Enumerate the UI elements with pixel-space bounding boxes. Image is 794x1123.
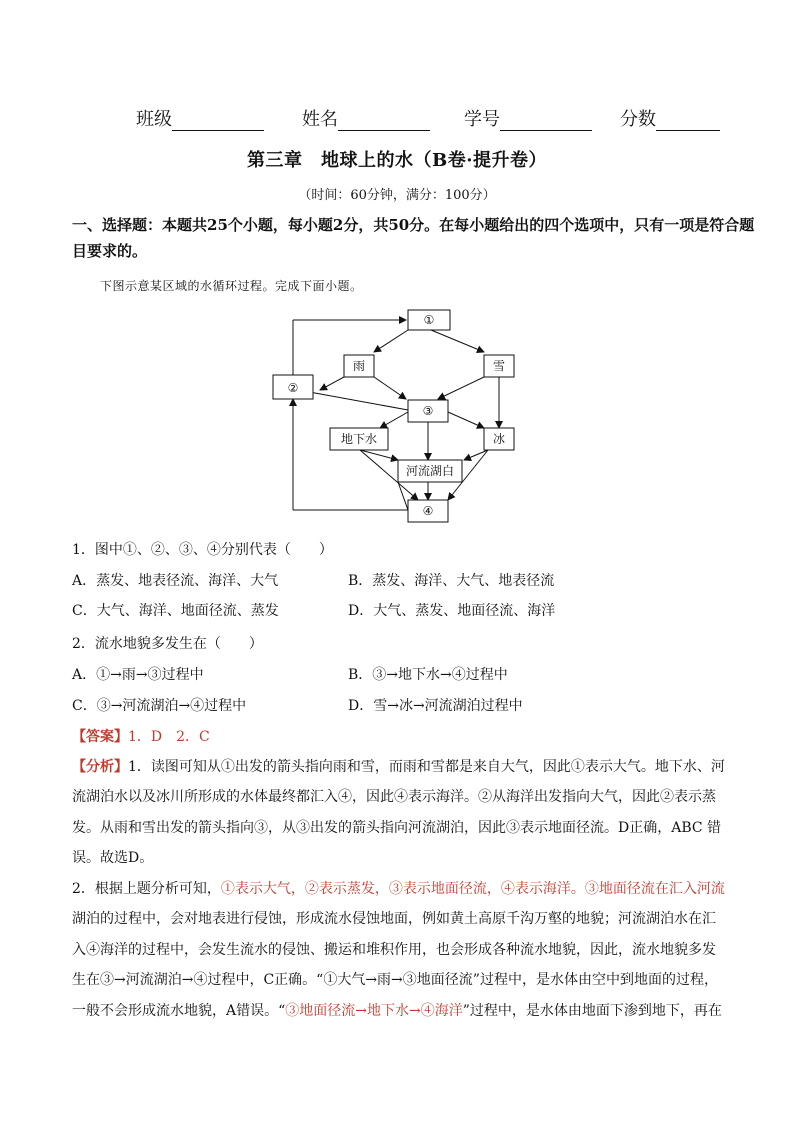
analysis-p1-line1: 1．读图可知从①出发的箭头指向雨和雪，而雨和雪都是来自大气，因此①表示大气。地下水、河 bbox=[128, 759, 725, 775]
student-id-label: 学号 bbox=[464, 109, 500, 130]
rain-label: 雨 bbox=[352, 359, 366, 373]
q1-option-a[interactable]: A．蒸发、地表径流、海洋、大气 bbox=[72, 573, 279, 589]
student-id-field bbox=[464, 105, 592, 131]
question-intro: 下图示意某区域的水循环过程。完成下面小题。 bbox=[100, 279, 363, 293]
class-field bbox=[136, 105, 264, 131]
name-label: 姓名 bbox=[302, 109, 338, 130]
arrow-1-to-snow bbox=[431, 330, 484, 352]
q1-stem: 1．图中①、②、③、④分别代表（ ） bbox=[72, 542, 333, 558]
score-blank bbox=[656, 112, 720, 131]
score-field bbox=[620, 105, 720, 131]
snow-label: 雪 bbox=[492, 359, 506, 373]
exam-duration: （时间：60分钟，满分：100分） bbox=[298, 188, 496, 203]
q2-option-d[interactable]: D．雪→冰→河流湖泊过程中 bbox=[348, 698, 523, 714]
q1-option-c[interactable]: C．大气、海洋、地面径流、蒸发 bbox=[72, 603, 279, 619]
analysis-p1-line4: 误。故选D。 bbox=[72, 850, 154, 867]
student-id-blank bbox=[500, 112, 592, 131]
diagram-labels bbox=[288, 313, 505, 518]
answer-line bbox=[72, 726, 210, 746]
analysis-p2-line3: 入④海洋的过程中，会发生流水的侵蚀、搬运和堆积作用，也会形成各种流水地貌，因此，流水地貌多发 bbox=[72, 941, 716, 958]
q1-option-b[interactable]: B．蒸发、海洋、大气、地表径流 bbox=[348, 573, 555, 589]
node-4-label: ④ bbox=[422, 504, 434, 518]
name-blank bbox=[338, 112, 430, 131]
q2-stem: 2．流水地貌多发生在（ ） bbox=[72, 636, 263, 652]
analysis-p2-line5-end: ”过程中，是水体由地面下渗到地下，再在 bbox=[462, 1002, 722, 1019]
groundwater-label: 地下水 bbox=[340, 432, 378, 446]
node-2-label: ② bbox=[287, 381, 299, 395]
analysis-p2-line5-start: 一般不会形成流水地貌，A错误。“ bbox=[72, 1002, 286, 1019]
q1-option-d[interactable]: D．大气、蒸发、地面径流、海洋 bbox=[348, 603, 556, 619]
arrow-1-to-rain bbox=[374, 330, 408, 352]
q2-option-a[interactable]: A．①→雨→③过程中 bbox=[72, 667, 204, 683]
diagram-boxes bbox=[273, 310, 514, 522]
arrow-rain-to-3 bbox=[374, 377, 406, 399]
arrow-3-to-2 bbox=[304, 391, 408, 410]
node-3-label: ③ bbox=[422, 404, 434, 418]
analysis-p2-line1-highlight: ①表示大气，②表示蒸发，③表示地面径流，④表示海洋。③地面径流在汇入河流 bbox=[220, 881, 725, 897]
diagram-arrows bbox=[293, 320, 499, 510]
arrow-3-to-groundwater bbox=[380, 412, 408, 428]
class-blank bbox=[172, 112, 264, 131]
node-1-label: ① bbox=[423, 313, 435, 327]
analysis-tag: 【分析】 bbox=[72, 759, 128, 775]
q2-option-c[interactable]: C．③→河流湖泊→④过程中 bbox=[72, 698, 247, 714]
analysis-p1-line3: 发。从雨和雪出发的箭头指向③，从③出发的箭头指向河流湖泊，因此③表示地面径流。D正确，ABC 错 bbox=[72, 819, 722, 836]
analysis-p2-line1-start: 2．根据上题分析可知， bbox=[72, 881, 221, 897]
name-field bbox=[302, 105, 430, 131]
arrow-3-to-ice bbox=[448, 412, 484, 428]
section-heading-line2: 目要求的。 bbox=[72, 242, 148, 260]
page-title: 第三章 地球上的水（B卷·提升卷） bbox=[247, 150, 547, 171]
answer-text: 1．D 2．C bbox=[128, 729, 210, 745]
section-heading bbox=[72, 212, 755, 264]
answer-tag: 【答案】 bbox=[72, 729, 128, 745]
analysis-p1-line2: 流湖泊水以及冰川所形成的水体最终都汇入④，因此④表示海洋。②从海洋出发指向大气，因此②表示蒸 bbox=[72, 789, 716, 806]
arrow-snow-to-3 bbox=[438, 377, 484, 399]
ice-label: 冰 bbox=[492, 432, 506, 446]
class-label: 班级 bbox=[136, 109, 172, 130]
q2-option-b[interactable]: B．③→地下水→④过程中 bbox=[348, 667, 508, 683]
rivers-label: 河流湖白 bbox=[405, 464, 455, 478]
analysis-p2-line2: 湖泊的过程中，会对地表进行侵蚀，形成流水侵蚀地面，例如黄土高原千沟万壑的地貌；河流湖泊水在汇 bbox=[72, 911, 716, 928]
arrow-rain-to-2 bbox=[320, 377, 344, 390]
water-cycle-diagram bbox=[260, 300, 520, 530]
analysis-p2-line4: 生在③→河流湖泊→④过程中，C正确。“①大气→雨→③地面径流”过程中，是水体由空中到地面的过程， bbox=[72, 972, 718, 989]
line-4-to-rivers-diag bbox=[398, 482, 408, 510]
analysis-paragraph-2 bbox=[72, 874, 732, 1026]
analysis-p2-line5-highlight: ③地面径流→地下水→④海洋 bbox=[285, 1002, 463, 1019]
analysis-paragraph-1 bbox=[72, 752, 732, 874]
section-heading-line1: 一、选择题：本题共25个小题，每小题2分，共50分。在每小题给出的四个选项中，只有一项是符合题 bbox=[72, 216, 755, 234]
score-label: 分数 bbox=[620, 109, 656, 130]
student-info-row bbox=[0, 101, 794, 131]
